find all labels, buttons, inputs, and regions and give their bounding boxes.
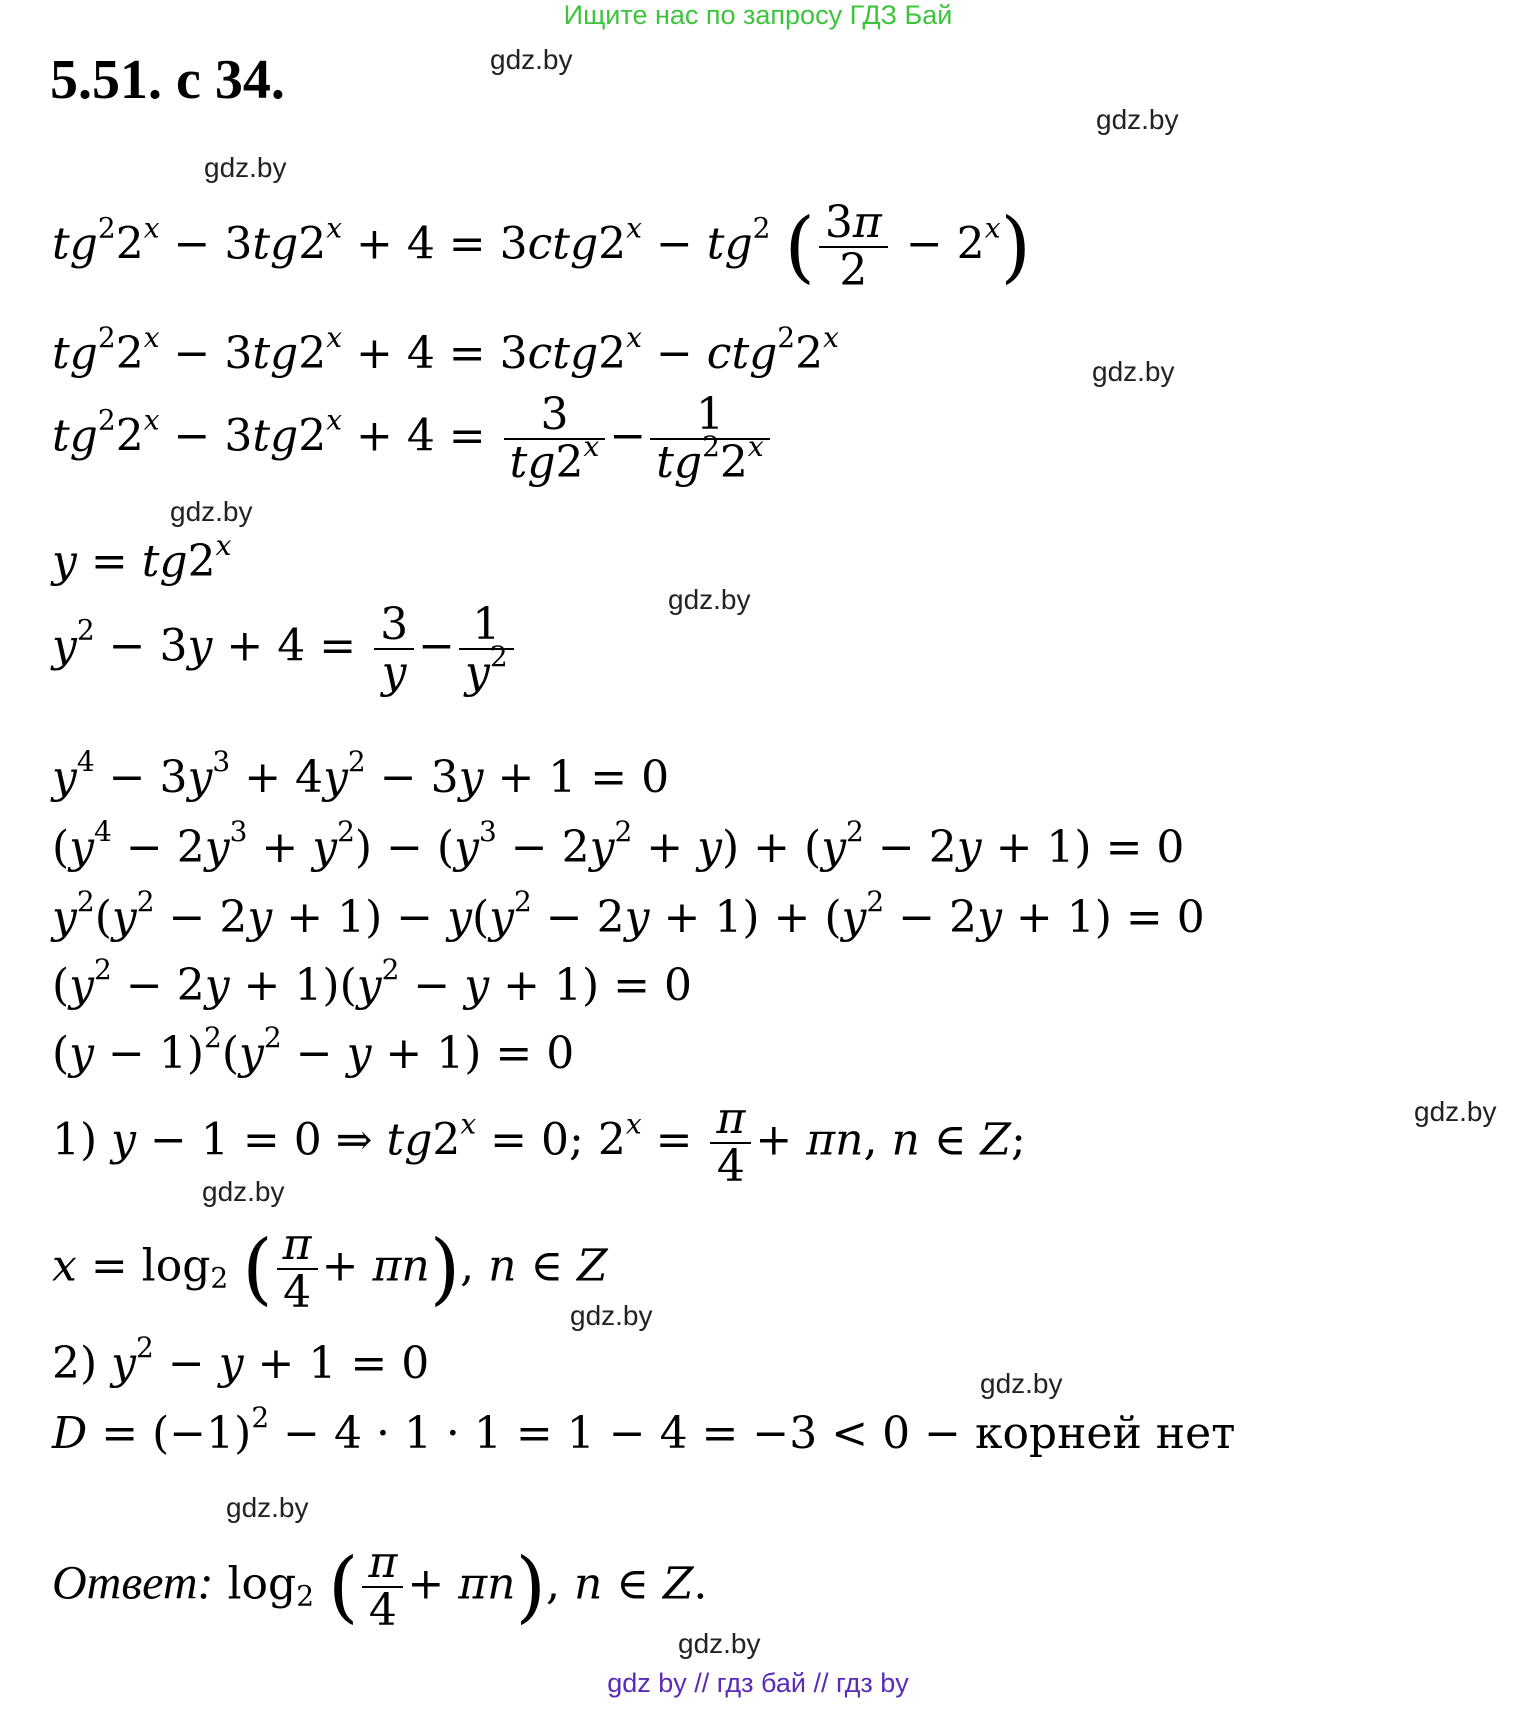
equation-line-13: 2) $y^2 - y + 1 = 0$ <box>52 1331 430 1389</box>
watermark: gdz.by <box>202 1176 285 1207</box>
equation-line-5: $y^2 - 3y + 4$ = $\frac{3}{y}$ − $\frac{1}{y^2}$ <box>52 602 518 696</box>
watermark: gdz.by <box>1096 104 1179 135</box>
equation-line-8: $y^2(y^2 - 2y + 1) - y(y^2 - 2y + 1) + (y^2 - 2y + 1) = 0$ <box>52 885 1205 943</box>
equation-line-10: $(y - 1)^2(y^2 - y + 1) = 0$ <box>52 1021 575 1079</box>
watermark: gdz.by <box>668 584 751 615</box>
answer-label: Ответ: <box>52 1556 214 1610</box>
watermark: gdz.by <box>1092 356 1175 387</box>
watermark: gdz.by <box>678 1628 761 1659</box>
equation-line-9: $(y^2 - 2y + 1)(y^2 - y + 1) = 0$ <box>52 953 692 1011</box>
watermark: gdz.by <box>490 44 573 75</box>
watermark: gdz.by <box>226 1492 309 1523</box>
equation-line-3: $tg^22^x - 3tg2^x + 4$ = $\frac{3}{tg2^x}$ − $\frac{1}{tg^22^x}$ <box>52 392 774 486</box>
equation-line-14: $D = (-1)^2 - 4 \cdot 1 \cdot 1 = 1 - 4 = -3 < 0$ − корней нет <box>52 1401 1236 1459</box>
equation-line-7: $(y^4 - 2y^3 + y^2) - (y^3 - 2y^2 + y) + (y^2 - 2y + 1) = 0$ <box>52 815 1185 873</box>
equation-line-11: 1) y − 1 = 0 ⇒ $tg2^x = 0$; $2^x$ = $\frac{\pi}{4}$ + πn, n ∈ Z; <box>52 1093 1026 1193</box>
equation-line-12: $x = \log_2$ ( $\frac{\pi}{4}$ + πn), n ∈ Z <box>52 1219 608 1319</box>
answer-line: Ответ: $\log_2$ ( $\frac{\pi}{4}$ + πn), n ∈ Z. <box>52 1537 708 1637</box>
watermark: gdz.by <box>204 152 287 183</box>
equation-line-4: $y = tg2^x$ <box>52 529 232 587</box>
watermark: gdz.by <box>570 1300 653 1331</box>
problem-heading: 5.51. с 34. <box>50 49 285 111</box>
equation-line-6: $y^4 - 3y^3 + 4y^2 - 3y + 1 = 0$ <box>52 745 670 803</box>
equation-line-2: $tg^22^x - 3tg2^x + 4 = 3ctg2^x - ctg^22^x$ <box>52 321 839 379</box>
watermark: gdz.by <box>1414 1096 1497 1127</box>
search-banner: Ищите нас по запросу ГДЗ Бай <box>563 0 953 30</box>
footer-links: gdz by // гдз бай // гдз by <box>607 1668 909 1698</box>
watermark: gdz.by <box>980 1368 1063 1399</box>
watermark: gdz.by <box>170 496 253 527</box>
equation-line-1: $tg^22^x - 3tg2^x + 4 = 3ctg2^x - tg^2$ ( $\frac{3\pi}{2}$ − $2^x$) <box>52 197 1031 297</box>
